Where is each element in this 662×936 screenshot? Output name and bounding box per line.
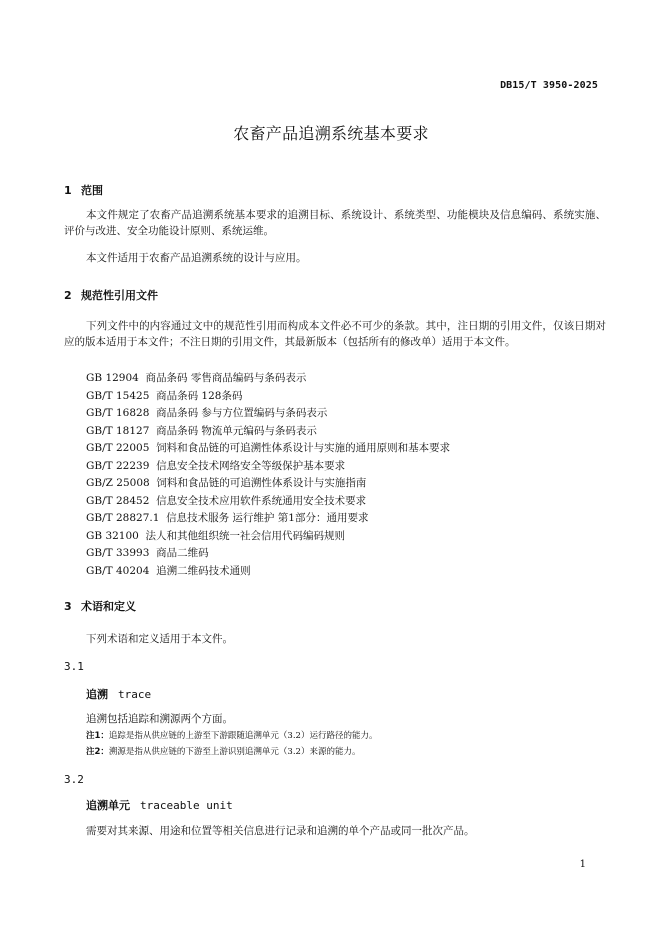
- reference-item: GB/T 28452 信息安全技术应用软件系统通用安全技术要求: [86, 494, 367, 507]
- document-code: DB15/T 3950-2025: [500, 80, 598, 91]
- page-number: 1: [579, 859, 586, 870]
- reference-item: GB 32100 法人和其他组织统一社会信用代码编码规则: [86, 529, 346, 542]
- normative-references-intro: 下列文件中的内容通过文中的规范性引用而构成本文件必不可少的条款。其中，注日期的引用文件，仅该日期对应的版本适用于本文件；不注日期的引用文件，其最新版本（包括所有的修改单）适用于本文件。: [64, 320, 606, 348]
- section-number: 3: [64, 600, 72, 613]
- section-title: 范围: [81, 184, 103, 197]
- term-zh: 追溯单元: [86, 799, 130, 812]
- scope-paragraph-2: 本文件适用于农畜产品追溯系统的设计与应用。: [86, 252, 307, 264]
- reference-item: GB/T 28827.1 信息技术服务 运行维护 第1部分：通用要求: [86, 512, 369, 524]
- document-title: 农畜产品追溯系统基本要求: [233, 124, 429, 143]
- section-3-heading: [64, 598, 136, 614]
- reference-list: [86, 370, 450, 580]
- term-heading: [86, 686, 151, 702]
- note-label: 注1：: [86, 731, 109, 741]
- note-text: 溯源是指从供应链的下游至上游识别追溯单元（3.2）来源的能力。: [108, 747, 361, 757]
- term-note: [86, 745, 360, 757]
- reference-item: GB/T 22005 饲料和食品链的可追溯性体系设计与实施的通用原则和基本要求: [86, 442, 451, 454]
- reference-item: GB/T 15425 商品条码 128条码: [86, 389, 243, 402]
- term-definition: 追溯包括追踪和溯源两个方面。: [86, 713, 233, 725]
- note-text: 追踪是指从供应链的上游至下游跟随追溯单元（3.2）运行路径的能力。: [108, 731, 378, 741]
- section-title: 术语和定义: [81, 600, 136, 613]
- section-2-heading: [64, 287, 158, 303]
- section-title: 规范性引用文件: [81, 289, 158, 302]
- reference-item: GB/T 40204 追溯二维码技术通则: [86, 564, 251, 577]
- term-heading: [86, 797, 233, 813]
- terms-intro: 下列术语和定义适用于本文件。: [86, 633, 233, 645]
- term-number: 3.1: [64, 660, 84, 673]
- note-label: 注2：: [86, 747, 109, 757]
- reference-item: GB 12904 商品条码 零售商品编码与条码表示: [86, 372, 307, 384]
- section-1-heading: [64, 182, 103, 198]
- term-definition: 需要对其来源、用途和位置等相关信息进行记录和追溯的单个产品或同一批次产品。: [86, 825, 475, 837]
- reference-item: GB/T 22239 信息安全技术网络安全等级保护基本要求: [86, 459, 346, 472]
- scope-paragraph-1: 本文件规定了农畜产品追溯系统基本要求的追溯目标、系统设计、系统类型、功能模块及信息编码、系统实施、评价与改进、安全功能设计原则、系统运维。: [64, 209, 606, 237]
- term-zh: 追溯: [86, 688, 108, 701]
- reference-item: GB/T 33993 商品二维码: [86, 547, 209, 559]
- section-number: 1: [64, 184, 72, 197]
- reference-item: GB/T 16828 商品条码 参与方位置编码与条码表示: [86, 407, 328, 419]
- term-en: trace: [118, 688, 152, 701]
- term-note: [86, 729, 377, 741]
- reference-item: GB/T 18127 商品条码 物流单元编码与条码表示: [86, 424, 317, 437]
- term-en: traceable unit: [140, 799, 233, 812]
- reference-item: GB/Z 25008 饲料和食品链的可追溯性体系设计与实施指南: [86, 477, 367, 489]
- section-number: 2: [64, 289, 72, 302]
- term-number: 3.2: [64, 773, 84, 786]
